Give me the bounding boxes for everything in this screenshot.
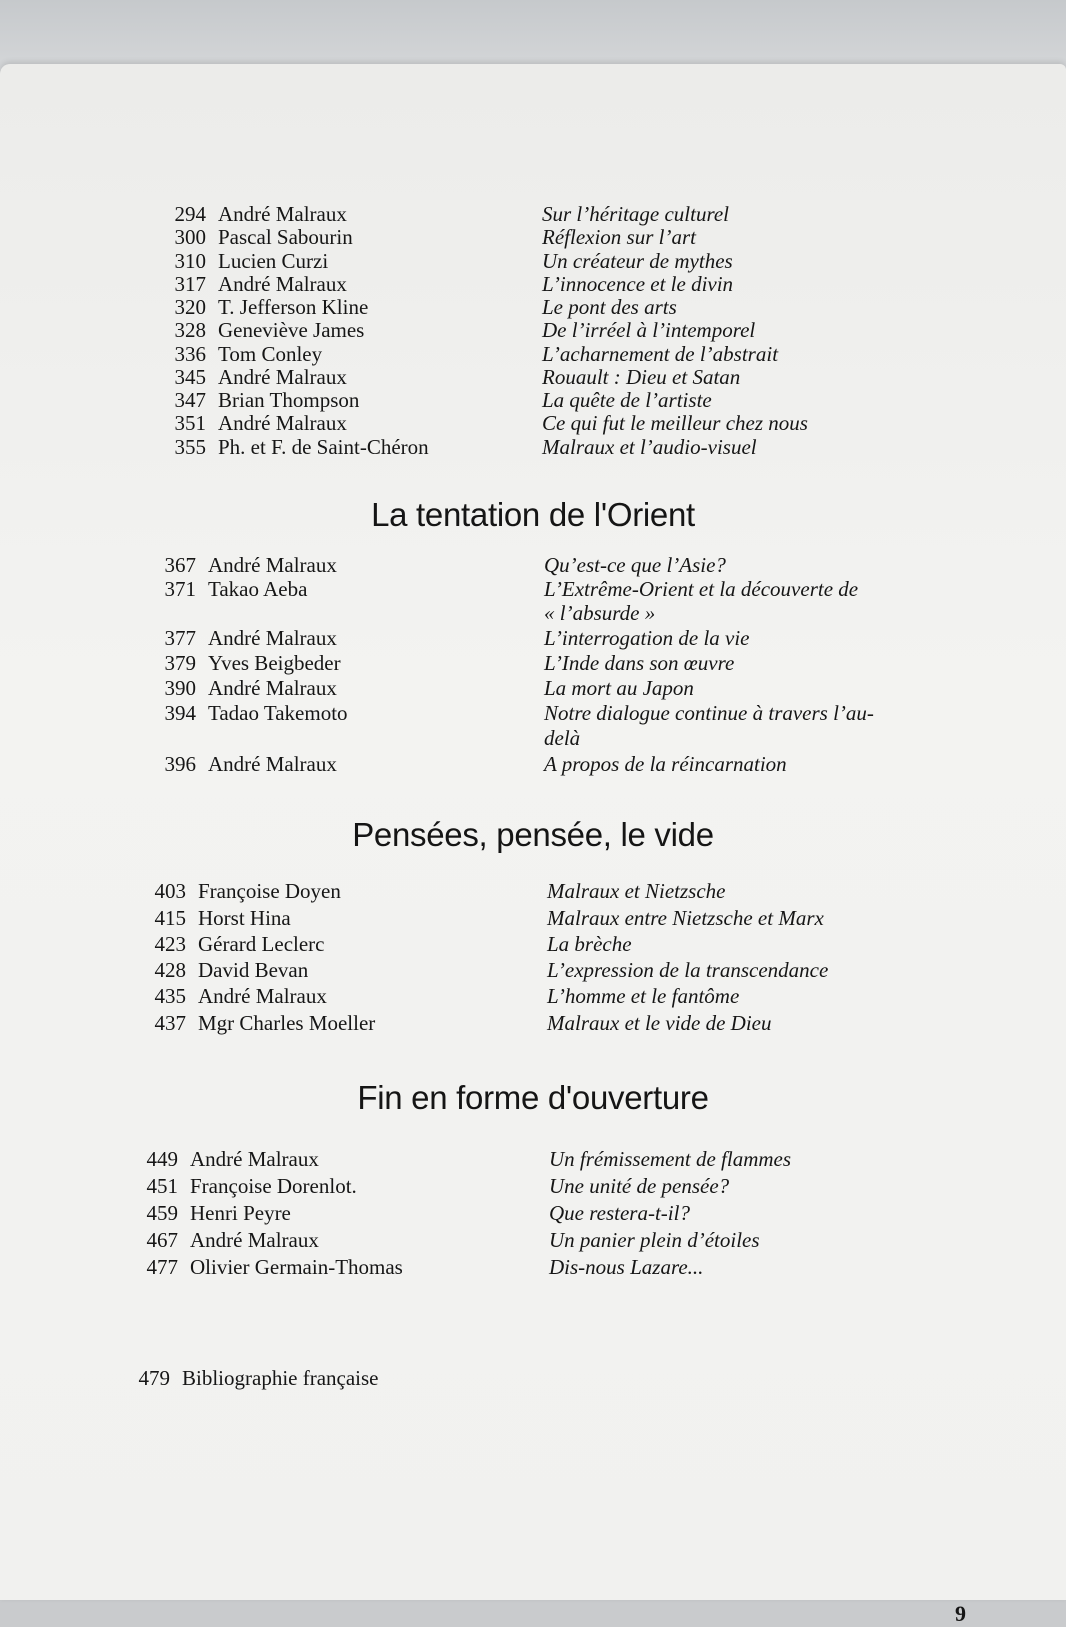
entry-author: André Malraux <box>208 676 337 700</box>
entry-title: La mort au Japon <box>544 676 694 700</box>
entry-title: Malraux et Nietzsche <box>547 879 726 903</box>
toc-entry <box>132 1255 1000 1281</box>
toc-entry <box>160 411 1000 437</box>
entry-page-number: 336 <box>174 342 206 366</box>
entry-title: Un panier plein d’étoiles <box>549 1228 760 1252</box>
entry-author: David Bevan <box>198 958 309 982</box>
entry-page-number: 449 <box>146 1147 178 1171</box>
entry-author: Horst Hina <box>198 906 291 930</box>
entry-author: Françoise Dorenlot. <box>190 1174 357 1198</box>
section-heading: Pensées, pensée, le vide <box>352 816 714 853</box>
entry-title: A propos de la réincarnation <box>544 752 787 776</box>
entry-title: La brèche <box>547 932 632 956</box>
entry-page-number: 435 <box>154 984 186 1008</box>
toc-entry <box>132 1201 1000 1227</box>
entry-page-number: 428 <box>154 958 186 982</box>
bibliography-label: Bibliographie française <box>182 1366 379 1390</box>
entry-title: L’interrogation de la vie <box>544 626 750 650</box>
entry-title: L’innocence et le divin <box>542 272 734 296</box>
entry-author: André Malraux <box>218 272 347 296</box>
entry-author: André Malraux <box>218 411 347 435</box>
entry-author: Françoise Doyen <box>198 879 341 903</box>
entry-page-number: 451 <box>146 1174 178 1198</box>
entry-title: Que restera-t-il? <box>549 1201 690 1225</box>
page-number: 9 <box>955 1601 966 1626</box>
entry-author: Takao Aeba <box>208 577 308 601</box>
entry-page-number: 477 <box>146 1255 178 1279</box>
toc-entry <box>140 906 1000 932</box>
entry-page-number: 351 <box>174 411 206 435</box>
entry-author: André Malraux <box>190 1147 319 1171</box>
toc-entry <box>150 651 1000 677</box>
toc-entry <box>150 553 1000 579</box>
entry-author: André Malraux <box>208 553 337 577</box>
entry-page-number: 467 <box>146 1228 178 1252</box>
toc-entry <box>140 1011 1000 1037</box>
entry-title: L’acharnement de l’abstrait <box>542 342 779 366</box>
entry-title: Malraux et le vide de Dieu <box>547 1011 772 1035</box>
toc-entry <box>150 577 1000 603</box>
toc-entry <box>140 958 1000 984</box>
entry-author: Olivier Germain-Thomas <box>190 1255 403 1279</box>
entry-author: André Malraux <box>208 752 337 776</box>
entry-page-number: 371 <box>164 577 196 601</box>
entry-title: L’Inde dans son œuvre <box>544 651 735 675</box>
entry-page-number: 310 <box>174 249 206 273</box>
entry-page-number: 423 <box>154 932 186 956</box>
entry-author: Yves Beigbeder <box>208 651 341 675</box>
entry-title: De l’irréel à l’intemporel <box>542 318 756 342</box>
toc-entry <box>132 1228 1000 1254</box>
entry-author: André Malraux <box>218 202 347 226</box>
entry-author: André Malraux <box>190 1228 319 1252</box>
entry-page-number: 403 <box>154 879 186 903</box>
entry-title: Dis-nous Lazare... <box>549 1255 704 1279</box>
bibliography-entry <box>124 1366 924 1392</box>
entry-title: Une unité de pensée? <box>549 1174 730 1198</box>
entry-title: Rouault : Dieu et Satan <box>542 365 741 389</box>
section-heading: Fin en forme d'ouverture <box>357 1079 709 1116</box>
entry-title-continued: « l’absurde » <box>544 601 656 625</box>
background-surface <box>0 0 1066 70</box>
entry-title: La quête de l’artiste <box>542 388 712 412</box>
book-page <box>0 64 1066 1626</box>
toc-entry <box>132 1174 1000 1200</box>
entry-author: André Malraux <box>198 984 327 1008</box>
entry-title: Sur l’héritage culturel <box>542 202 730 226</box>
entry-author: Brian Thompson <box>218 388 360 412</box>
entry-author: Pascal Sabourin <box>218 225 353 249</box>
entry-title: Un frémissement de flammes <box>549 1147 792 1171</box>
entry-author: Gérard Leclerc <box>198 932 325 956</box>
entry-page-number: 300 <box>174 225 206 249</box>
entry-title: Un créateur de mythes <box>542 249 733 273</box>
toc-entry <box>160 435 1000 461</box>
toc-entry <box>150 701 1000 727</box>
toc-entry <box>140 879 1000 905</box>
toc-entry <box>150 676 1000 702</box>
toc-entry <box>150 626 1000 652</box>
entry-author: André Malraux <box>218 365 347 389</box>
entry-page-number: 328 <box>174 318 206 342</box>
entry-page-number: 317 <box>174 272 206 296</box>
entry-page-number: 379 <box>164 651 196 675</box>
entry-author: Henri Peyre <box>190 1201 291 1225</box>
entry-page-number: 355 <box>174 435 206 459</box>
entry-page-number: 479 <box>138 1366 170 1390</box>
entry-title: Réflexion sur l’art <box>542 225 696 249</box>
entry-page-number: 345 <box>174 365 206 389</box>
entry-page-number: 415 <box>154 906 186 930</box>
entry-page-number: 377 <box>164 626 196 650</box>
entry-page-number: 459 <box>146 1201 178 1225</box>
entry-title: L’Extrême-Orient et la découverte de <box>544 577 859 601</box>
entry-author: Ph. et F. de Saint-Chéron <box>218 435 429 459</box>
section-heading: La tentation de l'Orient <box>371 496 695 533</box>
entry-author: Tadao Takemoto <box>208 701 348 725</box>
entry-page-number: 367 <box>164 553 196 577</box>
entry-page-number: 390 <box>164 676 196 700</box>
toc-entry <box>140 984 1000 1010</box>
entry-title: Malraux et l’audio-visuel <box>542 435 757 459</box>
entry-page-number: 294 <box>174 202 206 226</box>
entry-title: Ce qui fut le meilleur chez nous <box>542 411 808 435</box>
entry-page-number: 437 <box>154 1011 186 1035</box>
entry-page-number: 320 <box>174 295 206 319</box>
entry-title: Le pont des arts <box>542 295 677 319</box>
entry-page-number: 394 <box>164 701 196 725</box>
entry-title: Notre dialogue continue à travers l’au- <box>544 701 874 725</box>
entry-title: L’expression de la transcendance <box>547 958 829 982</box>
entry-page-number: 396 <box>164 752 196 776</box>
toc-entry <box>140 932 1000 958</box>
entry-author: Mgr Charles Moeller <box>198 1011 376 1035</box>
entry-page-number: 347 <box>174 388 206 412</box>
entry-title: Malraux entre Nietzsche et Marx <box>547 906 824 930</box>
entry-author: Geneviève James <box>218 318 365 342</box>
entry-title: L’homme et le fantôme <box>547 984 740 1008</box>
toc-entry <box>150 752 1000 778</box>
entry-title: Qu’est-ce que l’Asie? <box>544 553 726 577</box>
entry-author: Tom Conley <box>218 342 323 366</box>
toc-entry <box>132 1147 1000 1173</box>
entry-author: Lucien Curzi <box>218 249 329 273</box>
toc-entry <box>160 318 1000 344</box>
entry-author: T. Jefferson Kline <box>218 295 369 319</box>
entry-author: André Malraux <box>208 626 337 650</box>
toc-entry <box>160 225 1000 251</box>
entry-title-continued: delà <box>544 726 581 750</box>
